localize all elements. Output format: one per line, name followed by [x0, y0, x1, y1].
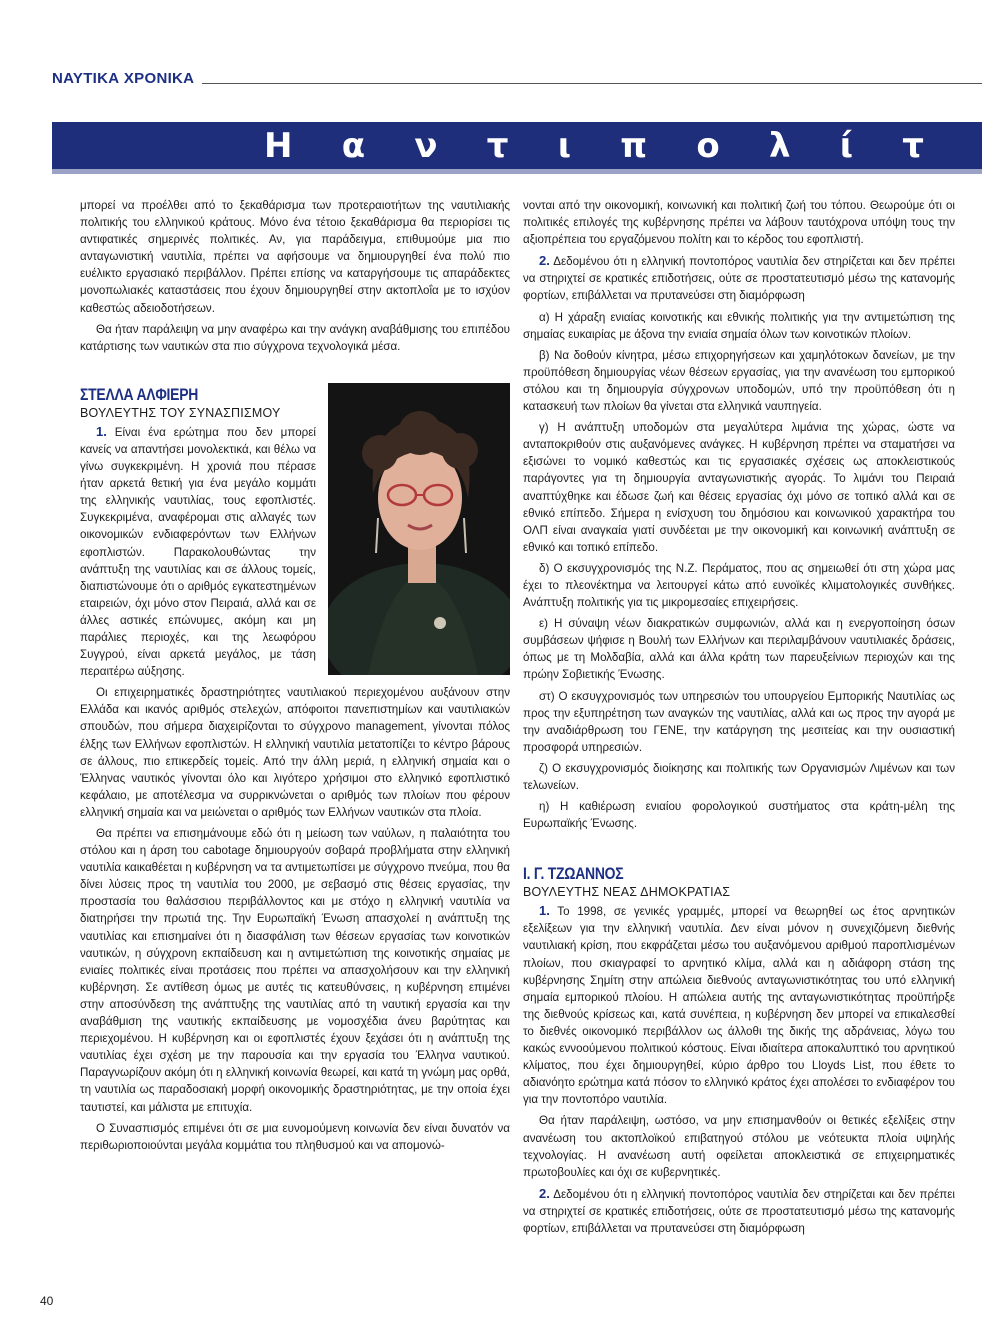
body-paragraph: Θα πρέπει να επισημάνουμε εδώ ότι η μείωση των ναύλων, η παλαιότητα του στόλου και η άρση του cabotage δημιουργούν σοβαρά προβλήματα στην ελληνική ναυτιλία καικαθέεται η κυβέρνηση να τα αντιμετωπίσει με σύγχρονο πνεύμα, που θα δίνει λύσεις προς τη ναυτιλία του 2000, με σεβασμό στις θέσεις εργασίας, την προστασία του θαλάσσιου περιβάλλοντος και με στόχο η ελληνική ναυτιλία να διατηρήσει την πρωτιά της. Την Ευρωπαϊκή Ένωση απασχολεί η ανάπτυξη της ναυτιλίας και επισημαίνει ότι η διασφάλιση των θέσεων εργασίας των κοινοτικών ναυτικών, η σύγχρονη εκπαίδευση και η αντιμετώπιση της κοινοτικής σημαίας με ενιαίες πολιτικές είναι προτάσεις που πρέπει να απασχολήσουν και την ελληνική κυβέρνηση. Σε αντίθεση όμως με αυτές τις κατευθύνσεις, η κυβέρνηση επιμένει στην αποσύνδεση της ανάπτυξης της ναυτιλίας από τη ναυτική εργασία και την αναβάθμιση της ναυτικής εκπαίδευσης με νομοσχέδια άνευ βαρύτητας και περιεχομένου. Η κυβέρνηση και οι εφοπλιστές έχουν ξεχάσει ότι η ανάπτυξη της ναυτιλίας έχει σχέση με την παρουσία και την εργασία του Έλληνα ναυτικού. Παραγνωρίζουν ακόμη ότι η ελληνική κοινωνία θεωρεί, και κατά τη γνώμη μας ορθά, τη ναυτιλία ως παραδοσιακή μορφή οικονομικής δραστηριότητας, με την οποία έχει ταυτιστεί, και μάλιστα με επιτυχία.: [80, 827, 510, 1114]
banner-letter: ν: [414, 126, 438, 166]
magazine-name: ΝΑΥΤΙΚΑ ΧΡΟΝΙΚΑ: [52, 70, 195, 87]
list-item: γ) Η ανάπτυξη υποδομών στα μεγαλύτερα λιμάνια της χώρας, ώστε να ανταποκριθούν στις αυξανόμενες ανάγκες. Η κυβέρνηση πρέπει να σταματήσει να εξισώνει το νομικό καθεστώς και τις εργασιακές σχέσεις ως αποκλειστικούς παράγοντες για τη δημιουργία ανταγωνιστικής αγοράς. Το λιμάνι του Πειραιά αναπτύχθηκε και έδωσε ζωή και θέσεις εργασίας όχι μόνο σε τοπικό αλλά και σε εθνικό επίπεδο. Σήμερα η ενίσχυση του δημόσιου και κοινωνικού χαρακτήρα του ΟΛΠ είναι αναγκαία γιατί συνδέεται με την οικονομική και κοινωνική ανάπτυξη σε εθνικό και τοπικό επίπεδο.: [523, 421, 955, 554]
list-item: η) Η καθιέρωση ενιαίου φορολογικού συστήματος στα κράτη-μέλη της Ευρωπαϊκής Ένωσης.: [523, 800, 955, 831]
banner-letter: λ: [768, 126, 791, 166]
list-item: α) Η χάραξη ενιαίας κοινοτικής και εθνικής πολιτικής για την αντιμετώπιση της σημαίας ευκαιρίας με άξονα την ενιαία σημαία όλων των κοινοτικών πλοίων.: [523, 310, 955, 341]
answer-number: 2.: [539, 253, 550, 269]
banner-letter: α: [341, 126, 366, 166]
banner-letter: π: [620, 126, 648, 166]
answer-number: 2.: [539, 1185, 550, 1201]
page-number: 40: [40, 1294, 54, 1308]
answer-paragraph: [523, 252, 955, 304]
author-role: ΒΟΥΛΕΥΤΗΣ ΤΟΥ ΣΥΝΑΣΠΙΣΜΟΥ: [80, 405, 281, 420]
intro-paragraph: Θα ήταν παράλειψη να μην αναφέρω και την ανάγκη αναβάθμισης του επιπέδου κατάρτισης των ναυτικών στα πιο σύγχρονα τεχνολογικά μέσα.: [80, 322, 510, 353]
banner-title: [52, 126, 982, 166]
answer-number: 1.: [96, 423, 107, 439]
banner-letter: τ: [486, 126, 509, 166]
author-name: ΣΤΕΛΛΑ ΑΛΦΙΕΡΗ: [80, 384, 199, 404]
masthead: [52, 70, 982, 90]
answer-text: Το 1998, σε γενικές γραμμές, μπορεί να θεωρηθεί ως έτος αρνητικών εξελίξεων για την ελληνική ναυτιλία. Δεν είναι μόνον η συνεχιζόμενη διεθνής ναυτιλιακή κρίση, που εκφράζεται μέσω του αυξανόμενου αριθμού παροπλισμένων πλοίων, που σκιαγραφεί το αρνητικό κλίμα, αλλά και η αδιάφορη στάση της κυβέρνησης Σημίτη στην απώλεια διεθνούς ανταγωνιστικότητας του υπό ελληνική σημαία εμπορικού πλοίου. Η απώλεια αυτής της ανταγωνιστικότητας προϋπήρξε της διεθνούς κρίσεως και, κατά συνέπεια, η κυβέρνηση δεν μπορεί να επικαλεσθεί το διεθνές οικονομικό περιβάλλον ως άλλοθι της δικής της αδράνειας, λόγω του κακώς εννοούμενου πολιτικού κόστους. Είναι ιδιαίτερα αποκαλυπτικό του αρνητικού κλίματος, που έχει δημιουργηθεί, κύριο άρθρο του Lloyds List, που έθετε το αδιανόητο ερώτημα κατά πόσον το ελληνικό κράτος έχει απολέσει το ενδιαφέρον του για την ποντοπόρο ναυτιλία.: [523, 905, 955, 1107]
body-paragraph: Θα ήταν παράλειψη, ωστόσο, να μην επισημανθούν οι θετικές εξελίξεις στην ανανέωση του ακτοπλοϊκού επιβατηγού στόλου με νεότευκτα πλοία υψηλής τεχνολογίας. Η ανανέωση αυτή οφείλεται αποκλειστικά σε επιχειρηματικές πρωτοβουλίες και όχι σε κυβερνητικές.: [523, 1114, 955, 1179]
intro-paragraph: μπορεί να προέλθει από το ξεκαθάρισμα των προτεραιοτήτων της ναυτιλιακής πολιτικής του ελληνικού κράτους. Μόνο ένα τέτοιο ξεκαθάρισμα θα περιορίσει τις αντιφατικές σημερινές πολιτικές. Αν, για παράδειγμα, επιθυμούμε μια πιο ανταγωνιστική ναυτιλία, πρέπει να αφήσουμε να δημιουργηθεί ένα πολύ πιο ευέλικτο εργασιακό περιβάλλον. Πρέπει επίσης να καταργήσουμε τις απαράδεκτες μονοπωλιακές καταστάσεις που έχουν δημιουργηθεί στην ακτοπλοΐα με το ισχύον καθεστώς αδειοδοτήσεων.: [80, 199, 510, 315]
answer-paragraph: [523, 902, 955, 1108]
answer-text: Είναι ένα ερώτημα που δεν μπορεί κανείς να απαντήσει μονολεκτικά, και θέλω να γίνω συγκεκριμένη. Η χρονιά που πέρασε ήταν αρκετά θετική για ένα μεγάλο κομμάτι της ελληνικής ναυτιλίας, τους εφοπλιστές. Συγκεκριμένα, αναφέρομαι στις αλλαγές των οικονομικών ενδιαφερόντων των Ελλήνων εφοπλιστών. Παρακολουθώντας την ανάπτυξη της ναυτιλίας και σε άλλους τομείς, διαπιστώνουμε ότι ο αριθμός εγκατεστημένων εταιρειών, όχι μόνο στον Πειραιά, αλλά και σε άλλες αστικές επώνυμες, ακόμη και μη παράλιες περιοχές, και της λεωφόρου Συγγρού, είναι αρκετά μεγάλος, με τάση περαιτέρω αύξησης.: [80, 425, 316, 679]
body-paragraph: Ο Συνασπισμός επιμένει ότι σε μια ευνομούμενη κοινωνία δεν είναι δυνατόν να περιθωριοποιούνται μεγάλα κομμάτια του πληθυσμού και να απομονώ-: [80, 1121, 510, 1152]
right-column: [523, 197, 955, 1241]
list-item: ζ) Ο εκσυγχρονισμός διοίκησης και πολιτικής των Οργανισμών Λιμένων και των τελωνείων.: [523, 761, 955, 792]
masthead-rule: [202, 83, 982, 84]
author-photo: [328, 383, 510, 675]
banner-letter: Η: [264, 126, 293, 166]
answer-text: Δεδομένου ότι η ελληνική ποντοπόρος ναυτιλία δεν στηρίζεται και δεν πρέπει να στηριχτεί σε κρατικές επιδοτήσεις, ούτε σε προστατευτισμό μέσω της κατανομής φορτίων, επιβάλλεται να πρυτανεύσει στη διαμόρφωση: [523, 255, 955, 303]
body-paragraph: Οι επιχειρηματικές δραστηριότητες ναυτιλιακού περιεχομένου αυξάνουν στην Ελλάδα και ικανός αριθμός στελεχών, απόφοιτοι πανεπιστημίων και ναυτιλιακών σπουδών, που σήμερα διαχειρίζονται το σύγχρονο management, γίνονται πόλος έλξης των Ελλήνων εφοπλιστών. Η ελληνική ναυτιλία μετατοπίζει το κέντρο βάρους σε άλλους, πιο επικερδείς τομείς. Από την άλλη μεριά, η ελληνική σημαία και ο Έλληνας ναυτικός γίνονται όλο και λιγότερο χρήσιμοι στο ελληνικό εφοπλιστικό κεφάλαιο, με αποτέλεσμα να συρρικνώνεται ο αριθμός των πλοίων που φέρουν ελληνική σημαία και να μειώνεται ο αριθμός των Ελλήνων ναυτικών στα πλοία.: [80, 686, 510, 819]
author-name: Ι. Γ. ΤΖΩΑΝΝΟΣ: [523, 864, 624, 884]
banner-letter: ί: [839, 126, 853, 166]
banner-letter: τ: [902, 126, 924, 166]
left-column: [80, 197, 510, 1158]
list-item: β) Να δοθούν κίνητρα, μέσω επιχορηγήσεων και χαμηλότοκων δανείων, με την προϋπόθεση δημιουργίας νέων θέσεων εργασίας, για την ανανέωση του εμπορικού στόλου και τη δημιουργία σύγχρονων υποδομών, υπό την προϋπόθεση ότι η κατασκευή των πλοίων θα γίνεται στα ελληνικά ναυπηγεία.: [523, 348, 955, 414]
list-item: δ) Ο εκσυγχρονισμός της Ν.Ζ. Περάματος, που ας σημειωθεί ότι στη χώρα μας έχει το πλεονέκτημα να λειτουργεί κάτω από ευνοϊκές κλιματολογικές συνθήκες. Ανάπτυξη πολιτικής για τις μικρομεσαίες επιχειρήσεις.: [523, 561, 955, 610]
list-item: ε) Η σύναψη νέων διακρατικών συμφωνιών, αλλά και η ενεργοποίηση όσων συμβάσεων ψήφισε η Βουλή των Ελλήνων και περιλαμβάνουν ναυτιλιακές δράσεις, όπως με τη Μολδαβία, αλλά και άλλα κράτη των παρευξείνιων περιοχών και της πρώην Σοβιετικής Ένωσης.: [523, 617, 955, 682]
banner-letter: ι: [557, 126, 571, 166]
author-role: ΒΟΥΛΕΥΤΗΣ ΝΕΑΣ ΔΗΜΟΚΡΑΤΙΑΣ: [523, 885, 731, 900]
answer-text: Δεδομένου ότι η ελληνική ποντοπόρος ναυτιλία δεν στηρίζεται και δεν πρέπει να στηριχτεί σε κρατικές επιδοτήσεις, ούτε σε προστατευτισμό μέσω της κατανομής φορτίων, επιβάλλεται να πρυτανεύσει στη διαμόρφωση: [523, 1187, 955, 1235]
spacer: [523, 836, 955, 864]
answer-number: 1.: [539, 903, 550, 919]
body-paragraph: νονται από την οικονομική, κοινωνική και πολιτική ζωή του τόπου. Θεωρούμε ότι οι πολιτικές επιλογές της κυβέρνησης πρέπει να λάβουν ταυτόχρονα υπόψη τους την αξιοπρέπεια του εργαζόμενου πολίτη και το κέρδος του εφοπλιστή.: [523, 199, 955, 247]
spacer: [80, 359, 510, 385]
answer-paragraph: [523, 1185, 955, 1237]
list-item: στ) Ο εκσυγχρονισμός των υπηρεσιών του υπουργείου Εμπορικής Ναυτιλίας ως προς την εξυπηρέτηση των αναγκών της ναυτιλίας, αλλά και ως προς την αγορά με την αναδιάρθρωση του ΓΕΝΕ, την κατάργηση της μεσιτείας και την ουσιαστική προσφορά υπηρεσιών.: [523, 689, 955, 754]
portrait-illustration: [328, 383, 510, 675]
section-banner: [52, 122, 982, 174]
banner-letter: ο: [696, 126, 720, 166]
